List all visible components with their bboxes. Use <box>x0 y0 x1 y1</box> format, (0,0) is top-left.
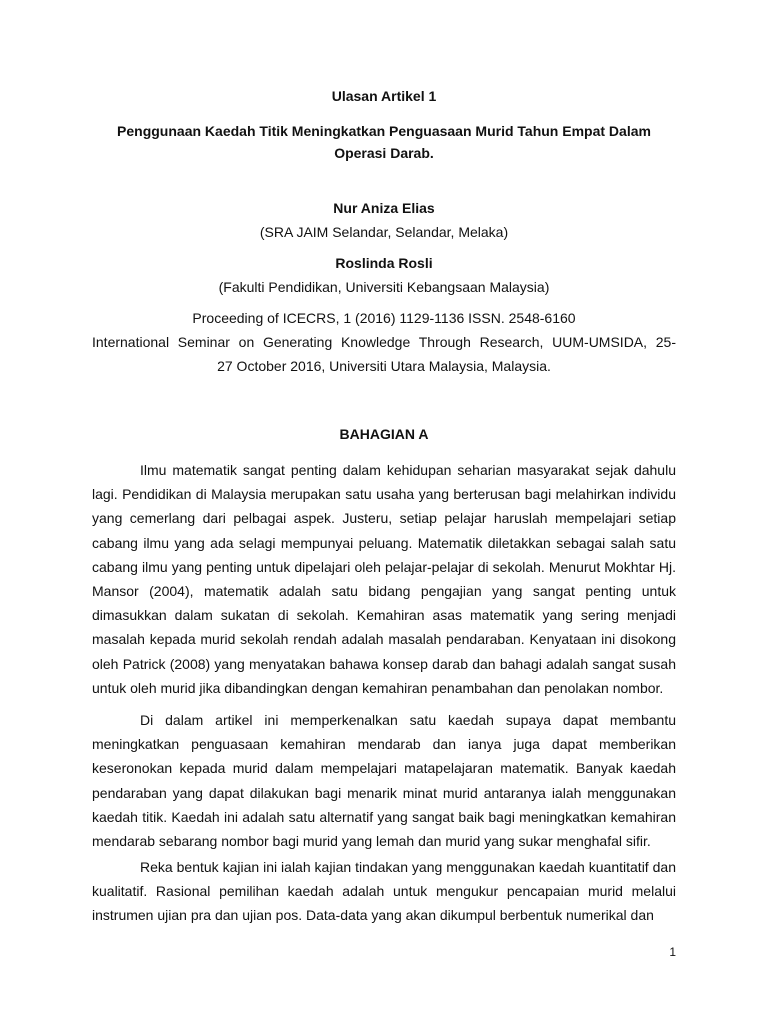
author-1-affiliation: (SRA JAIM Selandar, Selandar, Melaka) <box>259 224 509 240</box>
author-2-affiliation: (Fakulti Pendidikan, Universiti Kebangsaan Malaysia) <box>218 279 550 295</box>
article-title-line-1: Penggunaan Kaedah Titik Meningkatkan Penguasaan Murid Tahun Empat Dalam <box>117 123 651 139</box>
author-1-name: Nur Aniza Elias <box>333 200 435 216</box>
section-heading: BAHAGIAN A <box>339 426 429 442</box>
paragraph-1: Ilmu matematik sangat penting dalam kehidupan seharian masyarakat sejak dahulu lagi. Pendidikan di Malaysia merupakan satu usaha yang berterusan bagi melahirkan individu yang cemerlang dari pelbagai aspek. Justeru, setiap pelajar haruslah mempelajari setiap cabang ilmu yang ada selagi mempunyai peluang. Matematik diletakkan sebagai salah satu cabang ilmu yang penting untuk dipelajari oleh pelajar-pelajar di sekolah. Menurut Mokhtar Hj. Mansor (2004), matematik adalah satu bidang pengajian yang sangat penting untuk dimasukkan dalam sukatan di sekolah. Kemahiran asas matematik yang sering menjadi masalah kepada murid sekolah rendah adalah masalah pendaraban. Kenyataan ini disokong oleh Patrick (2008) yang menyatakan bahawa konsep darab dan bahagi adalah sangat susah untuk oleh murid jika dibandingkan dengan kemahiran penambahan dan penolakan nombor. <box>92 462 676 696</box>
citation-line-1: Proceeding of ICECRS, 1 (2016) 1129-1136 ISSN. 2548-6160 <box>192 310 576 326</box>
paragraph-2: Di dalam artikel ini memperkenalkan satu kaedah supaya dapat membantu meningkatkan penguasaan kemahiran mendarab dan ianya juga dapat memberikan keseronokan kepada murid dalam mempelajari matapelajaran matematik. Banyak kaedah pendaraban yang dapat dilakukan bagi menarik minat murid antaranya ialah menggunakan kaedah titik. Kaedah ini adalah satu alternatif yang sangat baik bagi meningkatkan kemahiran mendarab sebarang nombor bagi murid yang lemah dan murid yang sukar menghafal sifir. <box>92 712 676 850</box>
page-number: 1 <box>669 945 676 959</box>
citation-line-2: International Seminar on Generating Knowledge Through Research, UUM-UMSIDA, 25- <box>92 334 676 350</box>
citation-line-3: 27 October 2016, Universiti Utara Malaysia, Malaysia. <box>217 358 551 374</box>
review-label: Ulasan Artikel 1 <box>331 88 437 104</box>
paragraph-3: Reka bentuk kajian ini ialah kajian tindakan yang menggunakan kaedah kuantitatif dan kualitatif. Rasional pemilihan kaedah adalah untuk mengukur pencapaian murid melalui instrumen ujian pra dan ujian pos. Data-data yang akan dikumpul berbentuk numerikal dan <box>92 859 676 924</box>
article-title-line-2: Operasi Darab. <box>334 145 434 161</box>
author-2-name: Roslinda Rosli <box>335 255 433 271</box>
